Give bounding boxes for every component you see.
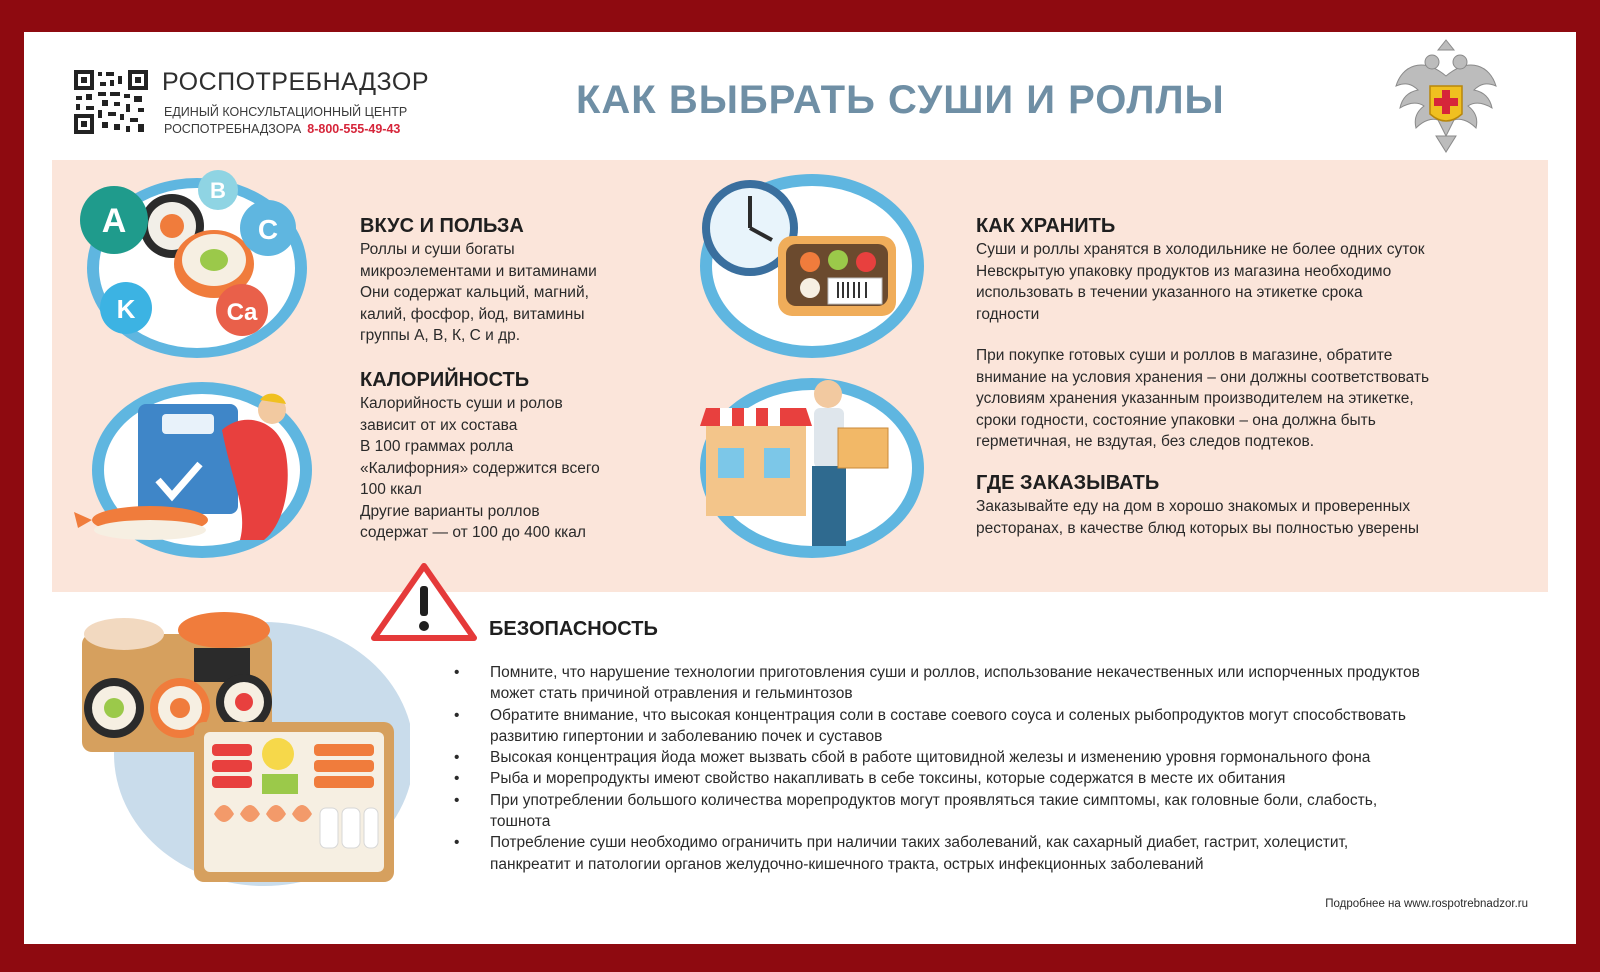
warning-icon <box>370 562 478 642</box>
safety-heading: БЕЗОПАСНОСТЬ <box>489 618 658 640</box>
poster <box>24 32 1576 944</box>
ordering-section <box>976 472 1419 539</box>
safety-list <box>454 662 1554 875</box>
org-name: РОСПОТРЕБНАДЗОР <box>162 68 429 96</box>
calories-line: Калорийность суши и ролов <box>360 395 563 412</box>
page-title: КАК ВЫБРАТЬ СУШИ И РОЛЛЫ <box>576 78 1225 122</box>
footer-link[interactable]: Подробнее на www.rospotrebnadzor.ru <box>1325 898 1528 910</box>
vitamin-c-label: C <box>257 214 279 245</box>
taste-line: Роллы и суши богаты <box>360 241 515 258</box>
consult-center-line1: ЕДИНЫЙ КОНСУЛЬТАЦИОННЫЙ ЦЕНТР <box>164 105 408 119</box>
calories-line: содержат — от 100 до 400 ккал <box>360 524 586 541</box>
calories-heading: КАЛОРИЙНОСТЬ <box>360 369 530 391</box>
taste-section <box>360 215 597 347</box>
storage-line: Невскрытую упаковку продуктов из магазина необходимо <box>976 262 1392 280</box>
storage-line: использовать в течении указанного на этикетке срока <box>976 284 1363 301</box>
storage-purchase-line: внимание на условия хранения – они должны соответствовать <box>976 368 1430 386</box>
calories-line: «Калифорния» содержится всего <box>360 459 600 477</box>
hotline-phone[interactable]: 8-800-555-49-43 <box>307 122 401 136</box>
safety-item: • Потребление суши необходимо ограничить при наличии таких заболеваний, как сахарный диабет, гастрит, холецистит, панкреатит и патологии органов желудочно-кишечного тракта, острых инфекционных заболеваний <box>454 832 1554 875</box>
safety-item: • Обратите внимание, что высокая концентрация соли в составе соевого соуса и соленых рыбопродуктов могут способствовать развитию гипертонии и заболеванию почек и суставов <box>454 705 1554 748</box>
storage-purchase-line: условиям хранения указанным производителем на этикетке, <box>976 390 1414 407</box>
vitamin-a-label: A <box>101 202 127 240</box>
delivery-shop-illustration <box>688 368 928 564</box>
storage-heading: КАК ХРАНИТЬ <box>976 215 1116 237</box>
calories-line: Другие варианты роллов <box>360 502 540 520</box>
vitamin-b-label: B <box>210 178 226 203</box>
taste-line: группы А, В, К, С и др. <box>360 327 521 344</box>
taste-line: калий, фосфор, йод, витамины <box>360 305 585 323</box>
sushi-platter-illustration <box>64 604 410 894</box>
safety-section <box>489 618 658 641</box>
taste-heading: ВКУС И ПОЛЬЗА <box>360 215 524 237</box>
storage-purchase-line: При покупке готовых суши и роллов в магазине, обратите <box>976 347 1393 364</box>
vitamin-k-label: K <box>116 294 136 324</box>
qr-code <box>74 70 148 134</box>
storage-purchase-line: герметичная, не вздутая, без следов подтеков. <box>976 433 1315 450</box>
consult-center-line2: РОСПОТРЕБНАДЗОРА 8-800-555-49-43 <box>164 122 401 136</box>
calories-scale-illustration <box>72 370 322 570</box>
emblem-icon <box>1392 36 1500 156</box>
safety-item: • Помните, что нарушение технологии приготовления суши и роллов, использование некачественных или испорченных продуктов может стать причиной отравления и гельминтозов <box>454 662 1554 705</box>
safety-item: • Рыба и морепродукты имеют свойство накапливать в себе токсины, которые содержатся в месте их обитания <box>454 768 1554 789</box>
vitamins-rolls-illustration <box>72 168 322 364</box>
ordering-line: Заказывайте еду на дом в хорошо знакомых и проверенных <box>976 498 1411 515</box>
calories-section <box>360 369 600 544</box>
calories-line: В 100 граммах ролла <box>360 438 514 455</box>
storage-clock-illustration <box>688 166 928 362</box>
ordering-heading: ГДЕ ЗАКАЗЫВАТЬ <box>976 472 1160 494</box>
taste-line: Они содержат кальций, магний, <box>360 284 589 301</box>
calories-line: зависит от их состава <box>360 416 518 434</box>
ordering-line: ресторанах, в качестве блюд которых вы полностью уверены <box>976 519 1420 537</box>
calories-line: 100 ккал <box>360 481 422 498</box>
storage-line: годности <box>976 305 1040 323</box>
storage-line: Суши и роллы хранятся в холодильнике не более одних суток <box>976 241 1425 258</box>
calcium-label: Ca <box>226 299 258 326</box>
taste-line: микроэлементами и витаминами <box>360 262 597 280</box>
storage-purchase-line: сроки годности, состояние упаковки – она должна быть <box>976 411 1376 429</box>
safety-item: • При употреблении большого количества морепродуктов могут проявляться такие симптомы, как головные боли, слабость, тошнота <box>454 790 1554 833</box>
safety-item: • Высокая концентрация йода может вызвать сбой в работе щитовидной железы и изменению уровня гормонального фона <box>454 747 1554 768</box>
storage-section <box>976 215 1429 453</box>
